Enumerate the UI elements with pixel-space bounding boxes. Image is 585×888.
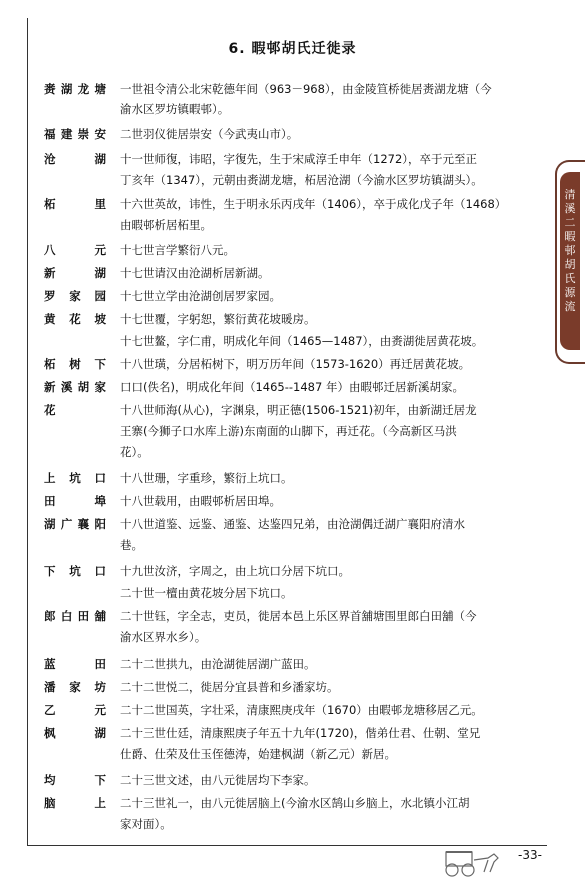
- place-name: 田 埠: [44, 494, 106, 508]
- entry-text: 二十三世礼一，由八元徙居脑上(今渝水区鹄山乡脑上，水北镇小江胡: [120, 796, 470, 810]
- place-name: 乙 元: [44, 703, 106, 717]
- place-name: 罗家园: [44, 289, 106, 303]
- entry-text: 二十三世仕廷，清康熙庚子年五十九年(1720)，偕弟仕君、仕朝、堂兄: [120, 726, 481, 740]
- entry-text: 十七世鳌，字仁甫，明成化年间（1465—1487），由赉湖徙居黄花坡。: [120, 334, 484, 348]
- place-name: 赉湖龙塘: [44, 82, 106, 96]
- entry-continuation: 渝水区界水乡）。: [120, 630, 207, 644]
- entry-text: 十八世载用，由暇邨析居田埠。: [120, 494, 281, 508]
- place-name: 枫 湖: [44, 726, 106, 740]
- entry-continuation: 巷。: [120, 538, 143, 552]
- place-name: 福建崇安: [44, 127, 106, 141]
- entry-text: 十七世覆，字躬恕，繁衍黄花坡暖房。: [120, 312, 316, 326]
- entry-text: 十七世请汉由沧湖析居新湖。: [120, 266, 270, 280]
- entry-text: 口口(佚名)，明成化年间（1465--1487 年）由暇邨迁居新溪胡家。: [120, 380, 464, 394]
- entry-continuation: 仕爵、仕荣及仕玉侄德涛，始建枫湖（新乙元）新居。: [120, 747, 396, 761]
- entry-text: 二十三世文述，由八元徙居均下李家。: [120, 773, 316, 787]
- page-title: 6. 暇邨胡氏迁徙录: [228, 41, 357, 57]
- entry-text: 二十二世国英，字壮采，清康熙庚戌年（1670）由暇邨龙塘移居乙元。: [120, 703, 483, 717]
- place-name: 黄花坡: [44, 312, 106, 326]
- entry-text: 二十世一檀由黄花坡分居下坑口。: [120, 586, 293, 600]
- place-name: 湖广襄阳: [44, 517, 106, 531]
- entry-text: 十七世立学由沧湖创居罗家园。: [120, 289, 281, 303]
- place-name: 新 湖: [44, 266, 106, 280]
- page-number: -33-: [518, 848, 542, 862]
- place-name: 脑 上: [44, 796, 106, 810]
- entry-text: 十八世师海(从心)，字渊泉，明正德(1506-1521)初年，由新湖迁居龙: [120, 403, 477, 417]
- entry-text: 二十二世拱九，由沧湖徙居湖广蓝田。: [120, 657, 316, 671]
- place-name: 新溪胡家: [44, 380, 106, 394]
- entry-text: 一世祖令清公北宋乾德年间（963－968），由金陵笪桥徙居赉湖龙塘（今: [120, 82, 492, 96]
- entry-text: 二世羽仪徙居崇安（今武夷山市）。: [120, 127, 299, 141]
- place-name: 郎白田舖: [44, 609, 106, 623]
- entry-text: 二十二世悦二，徙居分宜县普和乡潘家坊。: [120, 680, 339, 694]
- entry-text: 十七世言学繁衍八元。: [120, 243, 235, 257]
- entry-text: 十一世师復，讳昭，字復先，生于宋咸淳壬申年（1272），卒于元至正: [120, 152, 478, 166]
- entry-text: 十六世英故，讳性，生于明永乐丙戌年（1406），卒于成化戊子年（1468）: [120, 197, 507, 211]
- entry-text: 十八世珊，字重珍，繁衍上坑口。: [120, 471, 293, 485]
- entry-text: 十九世汝济，字周之，由上坑口分居下坑口。: [120, 564, 350, 578]
- place-name: 蓝 田: [44, 657, 106, 671]
- place-name: 上坑口: [44, 471, 106, 485]
- place-name: 潘家坊: [44, 680, 106, 694]
- place-name: 八 元: [44, 243, 106, 257]
- entry-continuation: 家对面）。: [120, 817, 172, 831]
- place-name: 均 下: [44, 773, 106, 787]
- place-name: 沧 湖: [44, 152, 106, 166]
- entry-continuation: 王寨(今狮子口水库上游)东南面的山脚下，再迁花。（今高新区马洪: [120, 424, 457, 438]
- side-tab-text: 清溪二暇邨胡氏源流: [564, 188, 576, 313]
- place-name: 柘树下: [44, 357, 106, 371]
- entry-continuation: 由暇邨析居柘里。: [120, 218, 212, 232]
- carriage-illustration: [440, 846, 502, 878]
- entry-continuation: 丁亥年（1347），元朝由赉湖龙塘，柘居沧湖（今渝水区罗坊镇湖头）。: [120, 173, 483, 187]
- entry-text: 十八世道鉴、远鉴、通鉴、达鉴四兄弟，由沧湖偶迁湖广襄阳府清水: [120, 517, 465, 531]
- place-name: 下坑口: [44, 564, 106, 578]
- place-name: 柘 里: [44, 197, 106, 211]
- entry-continuation: 花）。: [120, 445, 149, 459]
- entry-text: 十八世璜，分居柘树下，明万历年间（1573-1620）再迁居黄花坡。: [120, 357, 471, 371]
- entry-text: 二十世钰，字全志，吏员，徙居本邑上乐区界首舖塘围里郎白田舖（今: [120, 609, 477, 623]
- entry-continuation: 渝水区罗坊镇暇邨）。: [120, 102, 230, 116]
- page-border-left: [27, 18, 28, 846]
- place-name: 花: [44, 403, 67, 417]
